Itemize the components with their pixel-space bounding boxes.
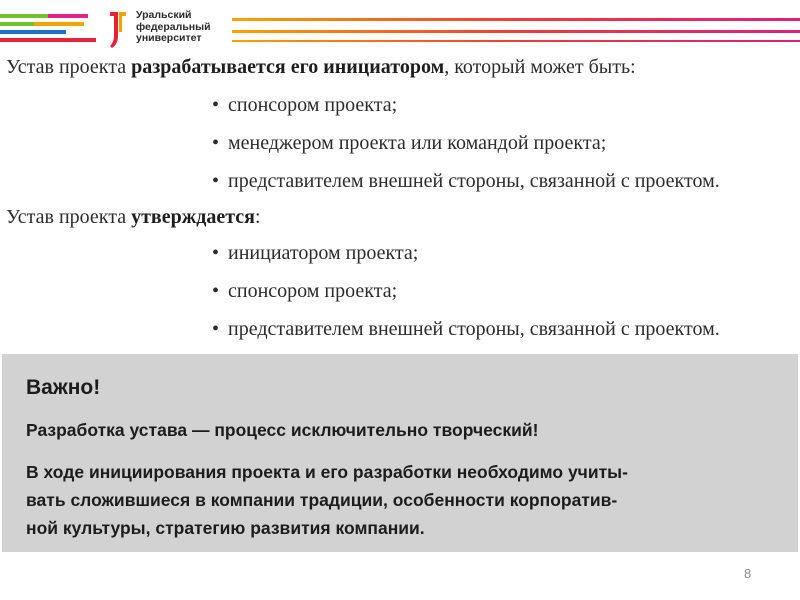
section1-bullet-3 <box>212 170 720 193</box>
bullet-icon: • <box>212 94 220 116</box>
note-body-line-2: вать сложившиеся в компании традиции, особенности корпоратив- <box>26 490 618 510</box>
bullet-icon: • <box>212 132 220 154</box>
stripe-orange <box>34 22 84 26</box>
section1-bullet-2 <box>212 132 606 155</box>
section2-bold: утверждается <box>131 206 255 228</box>
stripe-pink <box>48 14 88 18</box>
bullet-icon: • <box>212 318 220 340</box>
header-stripe-right-3 <box>232 40 800 42</box>
bullet-text: представителем внешней стороны, связанной с проектом. <box>228 318 720 340</box>
section2-bullet-3 <box>212 318 720 341</box>
section1-bold: разрабатывается его инициатором <box>131 56 445 78</box>
logo-line-1: Уральский <box>136 9 192 21</box>
bullet-icon: • <box>212 242 220 264</box>
section1-pre: Устав проекта <box>6 56 132 78</box>
logo-text <box>136 10 211 45</box>
note-title: Важно! <box>26 376 101 399</box>
bullet-text: представителем внешней стороны, связанной с проектом. <box>228 170 720 192</box>
university-logo <box>108 8 228 52</box>
section1-bullet-1 <box>212 94 397 117</box>
bullet-text: спонсором проекта; <box>228 94 398 116</box>
stripe-red <box>0 38 96 42</box>
note-body-line-3: ной культуры, стратегию развития компании. <box>26 518 425 538</box>
section1-post: , который может быть: <box>444 56 636 78</box>
section2-pre: Устав проекта <box>6 206 132 228</box>
stripe-blue <box>0 30 66 34</box>
section2-post: : <box>254 206 261 228</box>
section2-bullet-1 <box>212 242 418 265</box>
urfu-logo-mark-icon <box>108 10 128 50</box>
note-body-line-1: В ходе инициирования проекта и его разработки необходимо учиты- <box>26 462 628 482</box>
page-number: 8 <box>744 566 752 581</box>
section1-heading <box>6 56 636 79</box>
bullet-text: спонсором проекта; <box>228 280 398 302</box>
bullet-icon: • <box>212 170 220 192</box>
bullet-icon: • <box>212 280 220 302</box>
logo-line-2: федеральный <box>136 20 211 33</box>
header-stripe-right-1 <box>232 18 800 21</box>
header-stripe-right-2 <box>232 30 800 33</box>
logo-line-3: университет <box>136 32 202 44</box>
important-note-box <box>2 354 798 552</box>
header-stripes-left <box>0 14 96 44</box>
section2-heading <box>6 206 261 229</box>
bullet-text: менеджером проекта или командой проекта; <box>228 132 607 154</box>
stripe-green <box>0 14 48 18</box>
note-body <box>26 458 774 542</box>
bullet-text: инициатором проекта; <box>228 242 419 264</box>
note-subtitle: Разработка устава — процесс исключительно творческий! <box>26 420 539 440</box>
stripe-green-2 <box>0 22 34 26</box>
section2-bullet-2 <box>212 280 397 303</box>
